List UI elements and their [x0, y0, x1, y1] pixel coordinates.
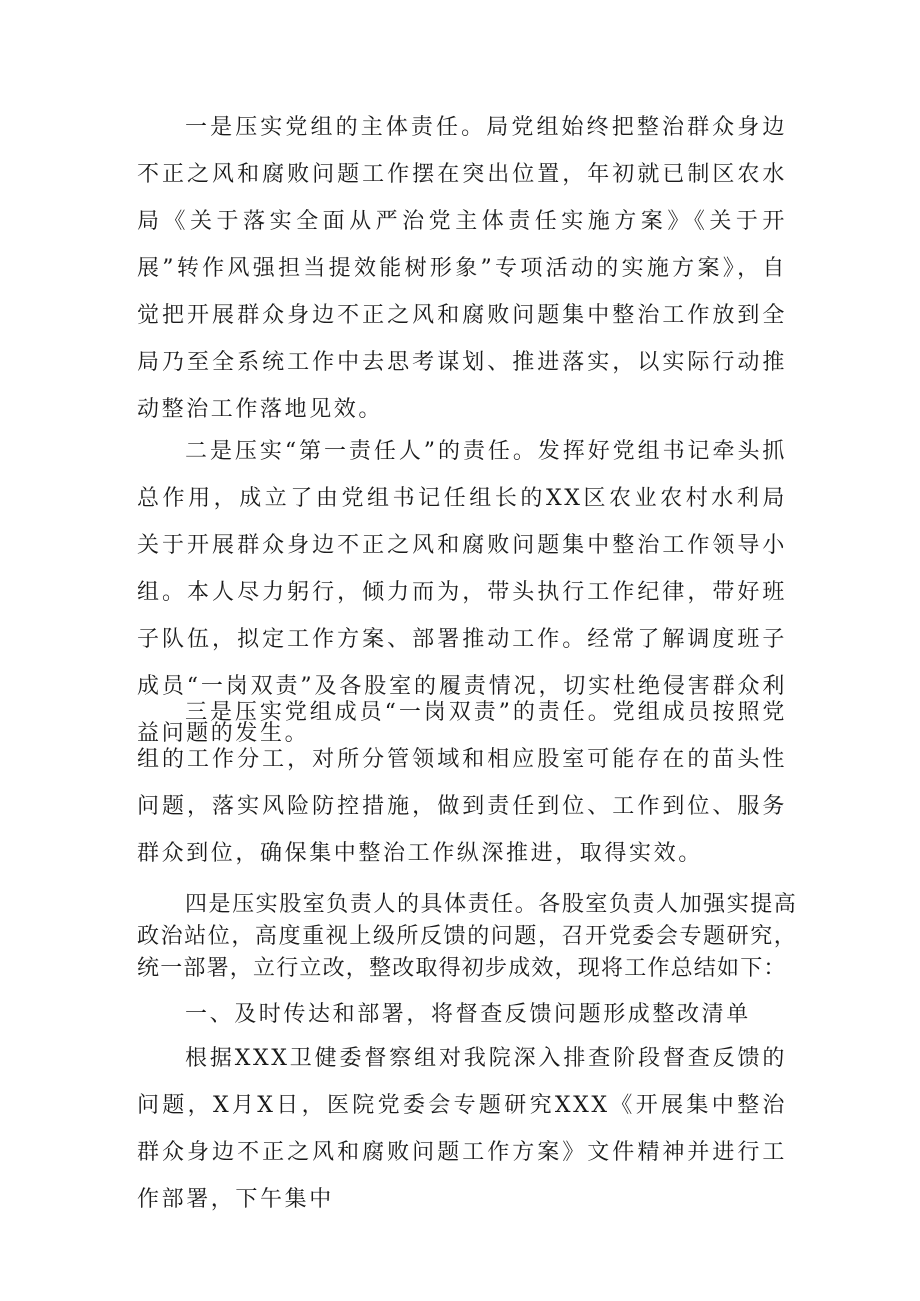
paragraph-group-members-responsibility: 三是压实党组成员“一岗双责”的责任。党组成员按照党组的工作分工，对所分管领域和相应股室可能存在的苗头性问题，落实风险防控措施，做到责任到位、工作到位、服务群众到位，确保集中整治工作纵深推进，取得实效。: [137, 700, 787, 866]
paragraph-section-heads-responsibility: 四是压实股室负责人的具体责任。各股室负责人加强实提高政治站位，高度重视上级所反馈的问题，召开党委会专题研究，统一部署，立行立改，整改取得初步成效，现将工作总结如下：: [137, 892, 797, 981]
paragraph-first-responsible-person: 二是压实“第一责任人”的责任。发挥好党组书记牵头抓总作用，成立了由党组书记任组长的XX区农业农村水利局关于开展群众身边不正之风和腐败问题集中整治工作领导小组。本人尽力躬行，倾力而为，带头执行工作纪律，带好班子队伍，拟定工作方案、部署推动工作。经常了解调度班子成员“一岗双责”及各股室的履责情况，切实杜绝侵害群众利益问题的发生。: [137, 439, 787, 746]
section-heading-rectification-list: 一、及时传达和部署，将督查反馈问题形成整改清单: [185, 1002, 751, 1027]
paragraph-inspection-feedback: 根据XXX卫健委督察组对我院深入排查阶段督查反馈的问题，X月X日，医院党委会专题研究XXX《开展集中整治群众身边不正之风和腐败问题工作方案》文件精神并进行工作部署，下午集中: [137, 1046, 787, 1212]
paragraph-party-group-responsibility: 一是压实党组的主体责任。局党组始终把整治群众身边不正之风和腐败问题工作摆在突出位置，年初就已制区农水局《关于落实全面从严治党主体责任实施方案》《关于开展”转作风强担当提效能树形象”专项活动的实施方案》，自觉把开展群众身边不正之风和腐败问题集中整治工作放到全局乃至全系统工作中去思考谋划、推进落实，以实际行动推动整治工作落地见效。: [137, 115, 787, 422]
